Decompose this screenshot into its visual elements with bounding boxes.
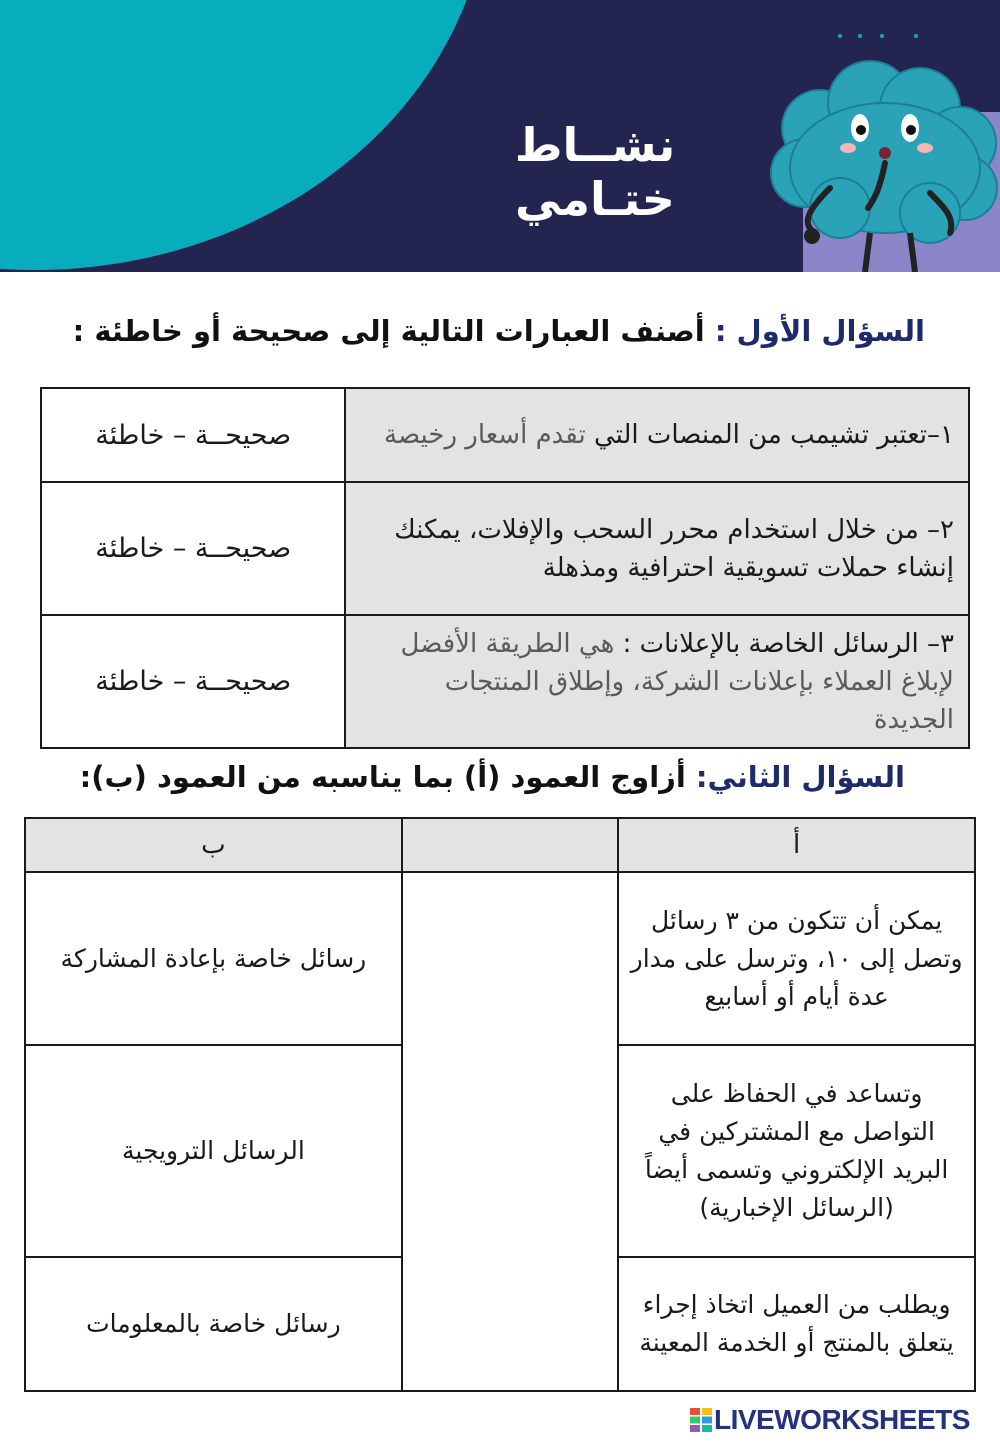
match-column-header bbox=[402, 818, 618, 872]
statement-text: ١–تعتبر تشيمب من المنصات التي bbox=[593, 420, 954, 450]
brand-name[interactable]: LIVEWORKSHEETS bbox=[714, 1404, 970, 1435]
statement-cell bbox=[345, 615, 969, 748]
column-a-item[interactable]: ويطلب من العميل اتخاذ إجراء يتعلق بالمنتج أو الخدمة المعينة bbox=[618, 1257, 975, 1391]
decor-dots bbox=[838, 34, 928, 44]
question1-label: السؤال الأول : bbox=[714, 314, 925, 348]
question2-heading bbox=[80, 760, 905, 794]
statement-text: ٣– الرسائل الخاصة بالإعلانات : bbox=[622, 628, 954, 659]
column-b-item[interactable]: رسائل خاصة بإعادة المشاركة bbox=[25, 872, 402, 1045]
question1-heading bbox=[73, 314, 925, 348]
statement-text-rest: تقدم أسعار رخيصة bbox=[384, 420, 594, 450]
column-a-item[interactable]: يمكن أن تتكون من ٣ رسائل وتصل إلى ١٠، وترسل على مدار عدة أيام أو أسابيع bbox=[618, 872, 975, 1045]
matching-area[interactable] bbox=[402, 872, 618, 1391]
liveworksheets-logo-icon bbox=[690, 1408, 712, 1432]
column-b-header: ب bbox=[25, 818, 402, 872]
column-a-item[interactable]: وتساعد في الحفاظ على التواصل مع المشتركين في البريد الإلكتروني وتسمى أيضاً (الرسائل الإخبارية) bbox=[618, 1045, 975, 1257]
question1-text: أصنف العبارات التالية إلى صحيحة أو خاطئة : bbox=[72, 314, 715, 348]
answer-options[interactable]: صحيحــة – خاطئة bbox=[41, 482, 345, 615]
statement-cell bbox=[345, 388, 969, 482]
answer-options[interactable]: صحيحــة – خاطئة bbox=[41, 388, 345, 482]
answer-options[interactable]: صحيحــة – خاطئة bbox=[41, 615, 345, 748]
brain-character-icon bbox=[760, 58, 1000, 272]
table-row bbox=[25, 872, 975, 1045]
footer-brand bbox=[690, 1404, 990, 1436]
column-b-item[interactable]: الرسائل الترويجية bbox=[25, 1045, 402, 1257]
statement-text: ٢– من خلال استخدام محرر السحب والإفلات، يمكنك إنشاء حملات تسويقية احترافية ومذهلة bbox=[394, 514, 954, 583]
question2-text: أزاوج العمود (أ) بما يناسبه من العمود (ب): bbox=[79, 760, 696, 794]
matching-table bbox=[24, 817, 976, 1392]
header-banner bbox=[0, 0, 1000, 272]
statement-cell bbox=[345, 482, 969, 615]
question2-label: السؤال الثاني: bbox=[695, 760, 905, 794]
teal-shape bbox=[0, 0, 490, 270]
column-b-item[interactable]: رسائل خاصة بالمعلومات bbox=[25, 1257, 402, 1391]
page-title: نشــاط ختـامي bbox=[514, 118, 676, 226]
table-row bbox=[41, 615, 969, 748]
statement-text-rest: هي الطريقة الأفضل لإبلاغ العملاء بإعلانات الشركة، وإطلاق المنتجات الجديدة bbox=[400, 628, 954, 735]
table-row bbox=[41, 482, 969, 615]
table-row bbox=[41, 388, 969, 482]
table-header-row bbox=[25, 818, 975, 872]
column-a-header: أ bbox=[618, 818, 975, 872]
true-false-table bbox=[40, 387, 970, 749]
